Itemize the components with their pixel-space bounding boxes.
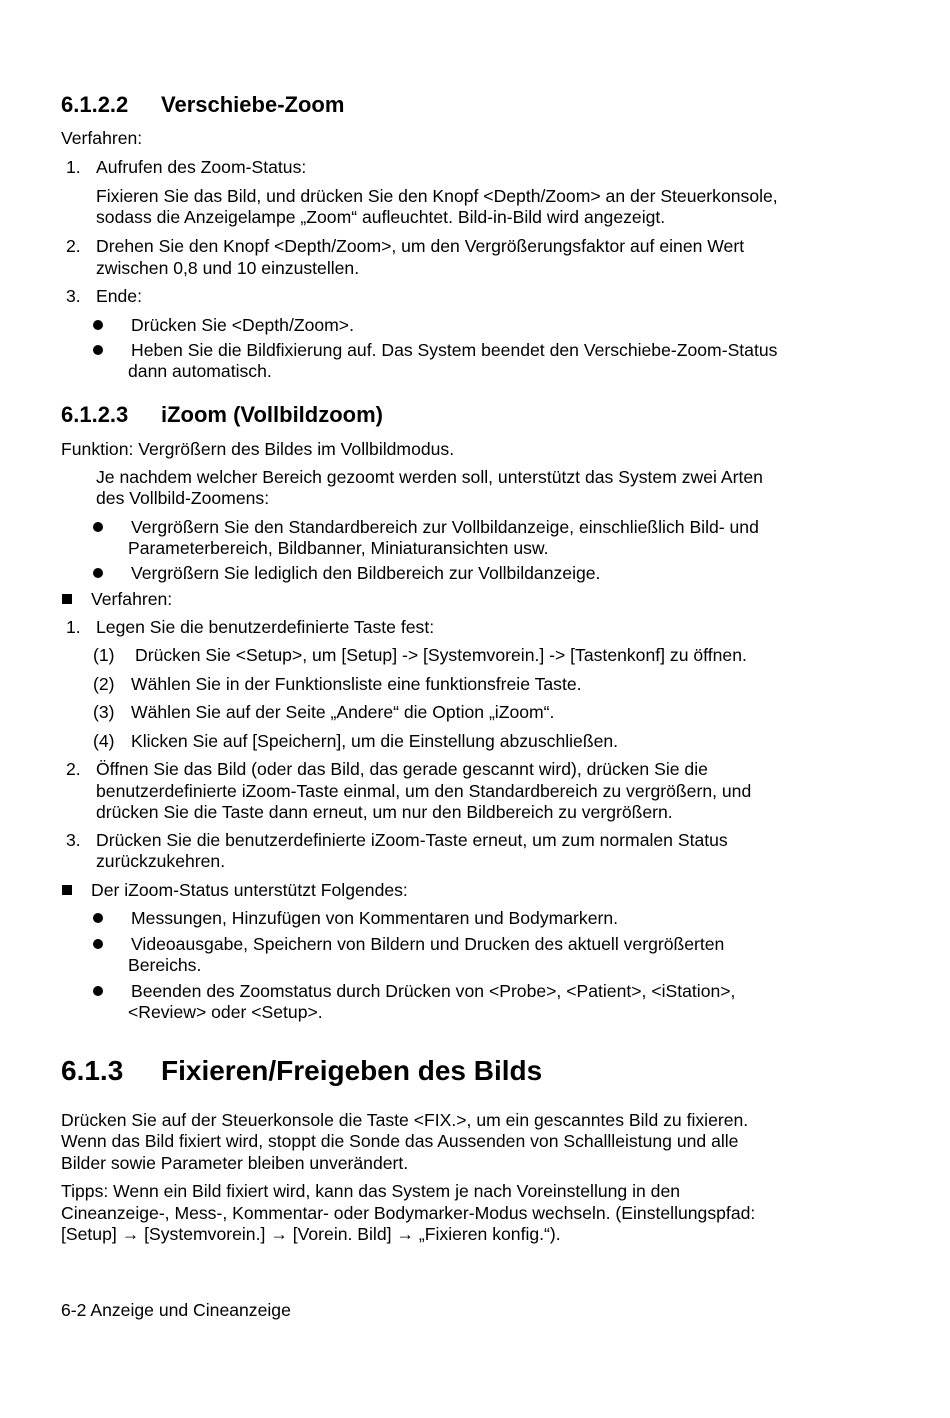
support-label: Der iZoom-Status unterstützt Folgendes: xyxy=(91,880,408,900)
bullet-dot-icon xyxy=(93,568,103,578)
paragraph-line: Wenn das Bild fixiert wird, stoppt die Sonde das Aussenden von Schallleistung und alle xyxy=(61,1131,739,1151)
bullet-text: <Review> oder <Setup>. xyxy=(128,1002,323,1022)
substep-number: (2) xyxy=(93,674,115,694)
substep-number: (4) xyxy=(93,731,115,751)
intro-line: des Vollbild-Zoomens: xyxy=(96,488,270,508)
section-number-6123: 6.1.2.3 xyxy=(61,402,129,427)
section-title-6123: iZoom (Vollbildzoom) xyxy=(161,402,383,427)
bullet-text: Bereichs. xyxy=(128,955,202,975)
step-body-line: Legen Sie die benutzerdefinierte Taste fest: xyxy=(96,617,435,637)
paragraph-line: Bilder sowie Parameter bleiben unverändert. xyxy=(61,1153,409,1173)
section-number-6122: 6.1.2.2 xyxy=(61,92,129,117)
step-body-line: benutzerdefinierte iZoom-Taste einmal, um den Standardbereich zu vergrößern, und xyxy=(96,781,752,801)
step-body-line: Drücken Sie die benutzerdefinierte iZoom-Taste erneut, um zum normalen Status xyxy=(96,830,728,850)
paragraph-line: Cineanzeige-, Mess-, Kommentar- oder Bodymarker-Modus wechseln. (Einstellungspfad: xyxy=(61,1203,756,1223)
step-title: Ende: xyxy=(96,286,142,306)
step-number: 2. xyxy=(66,759,81,779)
substep-text: Klicken Sie auf [Speichern], um die Einstellung abzuschließen. xyxy=(131,731,619,751)
bullet-text: dann automatisch. xyxy=(128,361,272,381)
bullet-dot-icon xyxy=(93,320,103,330)
substep-text: Wählen Sie in der Funktionsliste eine funktionsfreie Taste. xyxy=(131,674,582,694)
section-title-613: Fixieren/Freigeben des Bilds xyxy=(161,1055,543,1086)
step-number: 3. xyxy=(66,830,81,850)
bullet-text: Drücken Sie <Depth/Zoom>. xyxy=(131,315,354,335)
bullet-text: Videoausgabe, Speichern von Bildern und Drucken des aktuell vergrößerten xyxy=(131,934,725,954)
step-number: 1. xyxy=(66,617,81,637)
function-text: Funktion: Vergrößern des Bildes im Vollbildmodus. xyxy=(61,439,455,459)
step-body-line: Drehen Sie den Knopf <Depth/Zoom>, um den Vergrößerungsfaktor auf einen Wert xyxy=(96,236,745,256)
verfahren-label: Verfahren: xyxy=(91,589,173,609)
bullet-text: Vergrößern Sie den Standardbereich zur Vollbildanzeige, einschließlich Bild- und xyxy=(131,517,759,537)
substep-text: Wählen Sie auf der Seite „Andere“ die Option „iZoom“. xyxy=(131,702,555,722)
step-body-line: sodass die Anzeigelampe „Zoom“ aufleuchtet. Bild-in-Bild wird angezeigt. xyxy=(96,207,666,227)
intro-line: Je nachdem welcher Bereich gezoomt werden soll, unterstützt das System zwei Arten xyxy=(96,467,763,487)
step-title: Aufrufen des Zoom-Status: xyxy=(96,157,307,177)
bullet-dot-icon xyxy=(93,913,103,923)
bullet-text: Messungen, Hinzufügen von Kommentaren und Bodymarkern. xyxy=(131,908,619,928)
bullet-dot-icon xyxy=(93,986,103,996)
substep-number: (3) xyxy=(93,702,115,722)
paragraph-line: Tipps: Wenn ein Bild fixiert wird, kann das System je nach Voreinstellung in den xyxy=(61,1181,681,1201)
square-bullet-icon xyxy=(62,885,72,895)
step-body-line: zwischen 0,8 und 10 einzustellen. xyxy=(96,258,360,278)
bullet-text: Heben Sie die Bildfixierung auf. Das System beendet den Verschiebe-Zoom-Status xyxy=(131,340,778,360)
bullet-text: Beenden des Zoomstatus durch Drücken von <Probe>, <Patient>, <iStation>, xyxy=(131,981,736,1001)
bullet-dot-icon xyxy=(93,345,103,355)
page-footer: 6-2 Anzeige und Cineanzeige xyxy=(61,1300,291,1320)
square-bullet-icon xyxy=(62,594,72,604)
verfahren-label: Verfahren: xyxy=(61,128,143,148)
step-body-line: zurückzukehren. xyxy=(96,851,226,871)
section-number-613: 6.1.3 xyxy=(61,1055,124,1086)
step-number: 1. xyxy=(66,157,81,177)
substep-text: Drücken Sie <Setup>, um [Setup] -> [Systemvorein.] -> [Tastenkonf] zu öffnen. xyxy=(135,645,747,665)
bullet-dot-icon xyxy=(93,522,103,532)
paragraph-line: Drücken Sie auf der Steuerkonsole die Taste <FIX.>, um ein gescanntes Bild zu fixieren. xyxy=(61,1110,749,1130)
bullet-text: Parameterbereich, Bildbanner, Miniaturansichten usw. xyxy=(128,538,549,558)
paragraph-line: [Setup] → [Systemvorein.] → [Vorein. Bild] → „Fixieren konfig.“). xyxy=(61,1224,561,1244)
section-title-6122: Verschiebe-Zoom xyxy=(161,92,345,117)
step-body-line: Öffnen Sie das Bild (oder das Bild, das gerade gescannt wird), drücken Sie die xyxy=(96,759,708,779)
bullet-text: Vergrößern Sie lediglich den Bildbereich zur Vollbildanzeige. xyxy=(131,563,601,583)
step-body-line: drücken Sie die Taste dann erneut, um nur den Bildbereich zu vergrößern. xyxy=(96,802,673,822)
step-body-line: Fixieren Sie das Bild, und drücken Sie den Knopf <Depth/Zoom> an der Steuerkonsole, xyxy=(96,186,778,206)
step-number: 3. xyxy=(66,286,81,306)
step-number: 2. xyxy=(66,236,81,256)
substep-number: (1) xyxy=(93,645,115,665)
bullet-dot-icon xyxy=(93,939,103,949)
